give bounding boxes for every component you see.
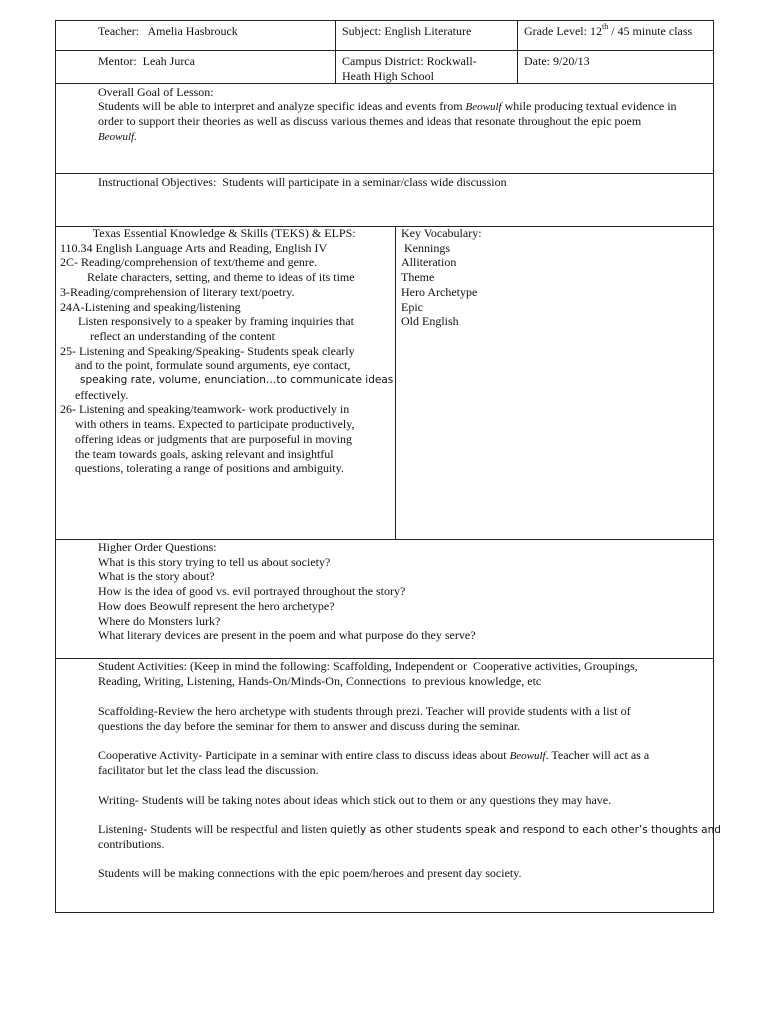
cooperative-line1 bbox=[98, 748, 649, 764]
row-divider-3 bbox=[55, 173, 714, 174]
table-border-left bbox=[55, 20, 56, 913]
teks-line: 26- Listening and speaking/teamwork- work productively in bbox=[60, 402, 350, 417]
teks-line: Listen responsively to a speaker by framing inquiries that bbox=[60, 314, 354, 329]
column-divider-vocab bbox=[395, 226, 396, 540]
cooperative-beowulf-title: Beowulf bbox=[509, 750, 546, 762]
question-item: Where do Monsters lurk? bbox=[98, 613, 221, 628]
question-item: What literary devices are present in the poem and what purpose do they serve? bbox=[98, 628, 476, 643]
activities-intro-line2: Reading, Writing, Listening, Hands-On/Minds-On, Connections to previous knowledge, etc bbox=[98, 674, 542, 688]
goal-line-3-title: Beowulf. bbox=[98, 131, 137, 143]
question-item: What is the story about? bbox=[98, 569, 215, 584]
grade-level-cell bbox=[524, 24, 692, 39]
teks-line: 24A-Listening and speaking/listening bbox=[60, 299, 241, 314]
vocab-item: Alliteration bbox=[401, 255, 457, 270]
vocab-item: Kennings bbox=[401, 240, 450, 255]
date-cell: Date: 9/20/13 bbox=[524, 54, 590, 68]
scaffolding-line2: questions the day before the seminar for them to answer and discuss during the seminar. bbox=[98, 719, 521, 733]
vocab-item: Hero Archetype bbox=[401, 284, 478, 299]
cooperative-text-b: . Teacher will act as a bbox=[545, 748, 650, 762]
connections-activity: Students will be making connections with the epic poem/heroes and present day society. bbox=[98, 866, 522, 880]
teks-line: 25- Listening and Speaking/Speaking- Students speak clearly bbox=[60, 343, 355, 358]
activities-intro-line1: Student Activities: (Keep in mind the following: Scaffolding, Independent or Cooperative activities, Groupings, bbox=[98, 659, 638, 673]
teks-line: effectively. bbox=[60, 387, 129, 402]
vocab-heading: Key Vocabulary: bbox=[401, 226, 482, 240]
grade-level-duration: / 45 minute class bbox=[608, 24, 693, 38]
mentor-cell: Mentor: Leah Jurca bbox=[98, 54, 195, 68]
subject-cell: Subject: English Literature bbox=[342, 24, 472, 38]
goal-line-2: order to support their theories as well as discuss various themes and ideas that resonate throughout the epic poem bbox=[98, 114, 642, 128]
table-border-right bbox=[713, 20, 714, 913]
cooperative-line2: facilitator but let the class lead the discussion. bbox=[98, 763, 319, 777]
teks-line: reflect an understanding of the content bbox=[60, 328, 275, 343]
column-divider-1 bbox=[335, 20, 336, 84]
scaffolding-line1: Scaffolding-Review the hero archetype with students through prezi. Teacher will provide students with a list of bbox=[98, 704, 631, 718]
listening-text-b: quietly as other students speak and respond to each other’s thoughts and bbox=[330, 824, 721, 836]
grade-level-prefix: Grade Level: 12 bbox=[524, 24, 602, 38]
campus-district-line1: Campus District: Rockwall- bbox=[342, 54, 477, 68]
instructional-objectives: Instructional Objectives: Students will participate in a seminar/class wide discussion bbox=[98, 175, 507, 189]
teks-line: with others in teams. Expected to participate productively, bbox=[60, 417, 355, 432]
question-item: What is this story trying to tell us about society? bbox=[98, 554, 331, 569]
goal-text-a: Students will be able to interpret and analyze specific ideas and events from bbox=[98, 99, 466, 113]
teks-line: 3-Reading/comprehension of literary text/poetry. bbox=[60, 284, 295, 299]
question-item: How does Beowulf represent the hero archetype? bbox=[98, 598, 335, 613]
cooperative-text-a: Cooperative Activity- Participate in a seminar with entire class to discuss ideas about bbox=[98, 748, 510, 762]
teacher-cell: Teacher: Amelia Hasbrouck bbox=[98, 24, 238, 38]
teks-line: Relate characters, setting, and theme to ideas of its time bbox=[60, 270, 355, 285]
campus-district-line2: Heath High School bbox=[342, 69, 434, 83]
goal-text-b: while producing textual evidence in bbox=[501, 99, 677, 113]
goal-heading: Overall Goal of Lesson: bbox=[98, 85, 214, 99]
grade-level-suffix-sup: th bbox=[601, 22, 609, 31]
listening-line1 bbox=[98, 822, 721, 838]
teks-speaking-line: speaking rate, volume, enunciation…to communicate ideas bbox=[80, 374, 394, 386]
writing-activity: Writing- Students will be taking notes about ideas which stick out to them or any questions they may have. bbox=[98, 793, 612, 807]
column-divider-2 bbox=[517, 20, 518, 84]
question-item: How is the idea of good vs. evil portrayed throughout the story? bbox=[98, 584, 406, 599]
vocab-item: Old English bbox=[401, 314, 459, 329]
teks-line: 2C- Reading/comprehension of text/theme and genre. bbox=[60, 255, 318, 270]
listening-line2: contributions. bbox=[98, 837, 165, 851]
vocab-item: Theme bbox=[401, 270, 435, 285]
teks-line: offering ideas or judgments that are purposeful in moving bbox=[60, 431, 353, 446]
vocab-item: Epic bbox=[401, 299, 423, 314]
listening-text-a: Listening- Students will be respectful and listen bbox=[98, 822, 331, 836]
teks-line: 110.34 English Language Arts and Reading, English IV bbox=[60, 240, 328, 255]
teks-line: and to the point, formulate sound arguments, eye contact, bbox=[60, 358, 351, 373]
teks-line: questions, tolerating a range of positions and ambiguity. bbox=[60, 461, 344, 476]
teks-line: the team towards goals, asking relevant and insightful bbox=[60, 446, 334, 461]
table-border-top bbox=[55, 20, 714, 21]
table-border-bottom bbox=[55, 912, 714, 913]
teks-line: Texas Essential Knowledge & Skills (TEKS) & ELPS: bbox=[60, 226, 356, 240]
goal-beowulf-title: Beowulf bbox=[465, 101, 502, 113]
questions-heading: Higher Order Questions: bbox=[98, 540, 217, 554]
row-divider-1 bbox=[55, 50, 714, 51]
goal-line-1 bbox=[98, 99, 677, 115]
